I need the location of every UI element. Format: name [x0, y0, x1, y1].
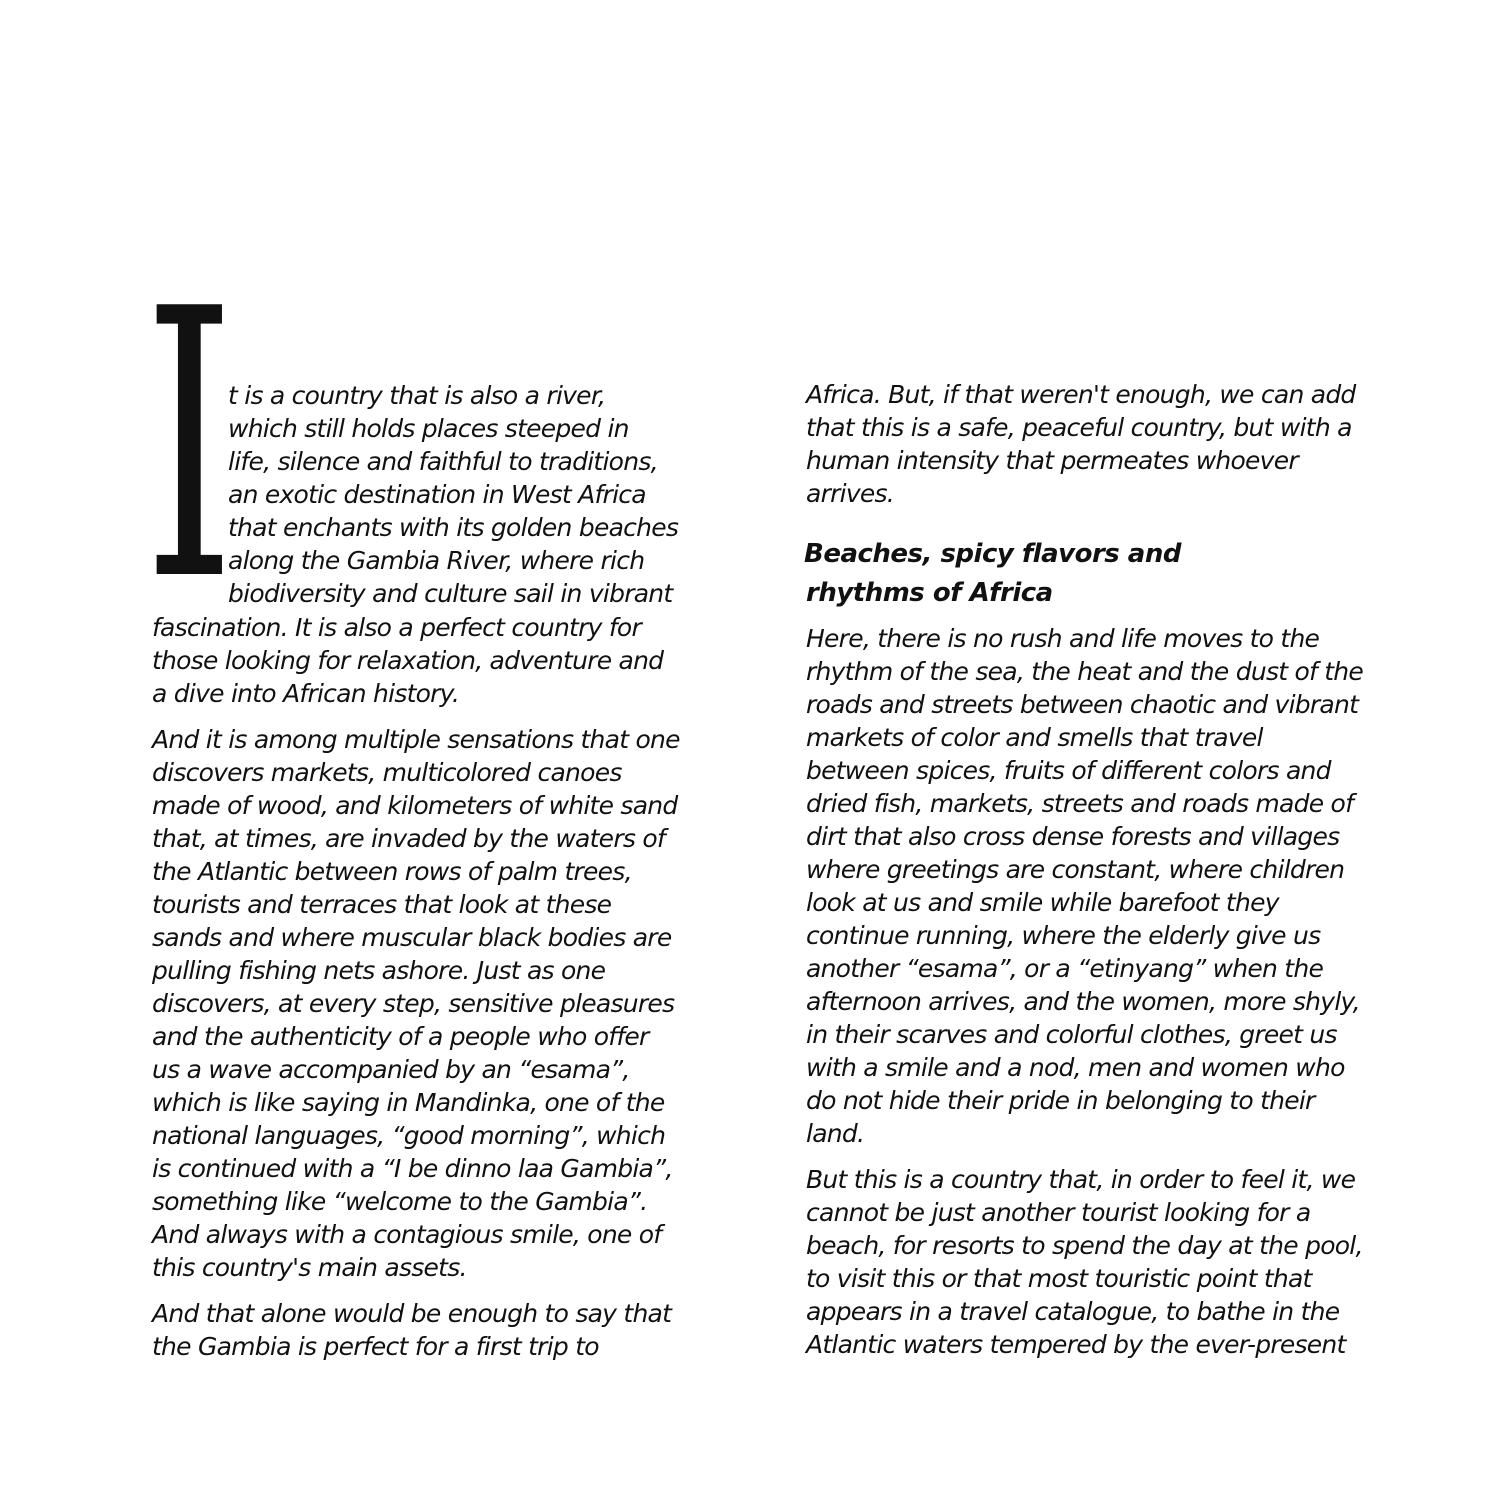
text-line: look at us and smile while barefoot they — [806, 888, 1279, 917]
text-line: discovers, at every step, sensitive pleasures — [152, 989, 675, 1018]
text-line: land. — [806, 1119, 865, 1148]
text-line: made of wood, and kilometers of white sand — [152, 791, 678, 820]
text-line: continue running, where the elderly give us — [806, 921, 1321, 950]
text-line: And it is among multiple sensations that one — [152, 725, 680, 754]
text-line: is continued with a “I be dinno laa Gambia”, — [152, 1154, 673, 1183]
text-line: to visit this or that most touristic point that — [806, 1264, 1312, 1293]
text-line: and the authenticity of a people who offer — [152, 1022, 649, 1051]
text-line: between spices, fruits of different colors and — [806, 756, 1331, 785]
text-line: those looking for relaxation, adventure and — [152, 646, 664, 675]
text-line: beach, for resorts to spend the day at the pool, — [806, 1231, 1363, 1260]
text-line: appears in a travel catalogue, to bathe in the — [806, 1297, 1340, 1326]
text-line: which is like saying in Mandinka, one of the — [152, 1088, 665, 1117]
text-line: Atlantic waters tempered by the ever-present — [806, 1330, 1346, 1359]
text-line: which still holds places steeped in — [228, 414, 629, 443]
drop-cap: I — [144, 232, 235, 662]
text-line: markets of color and smells that travel — [806, 723, 1263, 752]
text-line: roads and streets between chaotic and vibrant — [806, 690, 1359, 719]
text-line: afternoon arrives, and the women, more shyly, — [806, 987, 1360, 1016]
text-line: Africa. But, if that weren't enough, we can add — [806, 380, 1356, 409]
section-heading: Beaches, spicy flavors and — [804, 539, 1181, 569]
text-line: national languages, “good morning”, which — [152, 1121, 666, 1150]
text-line: biodiversity and culture sail in vibrant — [228, 579, 673, 608]
text-line: rhythm of the sea, the heat and the dust of the — [806, 657, 1364, 686]
text-line: do not hide their pride in belonging to their — [806, 1086, 1315, 1115]
text-line: And that alone would be enough to say that — [152, 1299, 672, 1328]
section-heading: rhythms of Africa — [806, 578, 1053, 608]
text-line: sands and where muscular black bodies are — [152, 923, 672, 952]
text-line: something like “welcome to the Gambia”. — [152, 1187, 648, 1216]
text-line: along the Gambia River, where rich — [228, 546, 645, 575]
text-line: that this is a safe, peaceful country, but with a — [806, 413, 1352, 442]
text-line: pulling fishing nets ashore. Just as one — [152, 956, 606, 985]
text-line: But this is a country that, in order to feel it, we — [806, 1165, 1356, 1194]
text-line: life, silence and faithful to traditions, — [228, 447, 658, 476]
text-line: an exotic destination in West Africa — [228, 480, 646, 509]
text-line: cannot be just another tourist looking for a — [806, 1198, 1311, 1227]
text-line: this country's main assets. — [152, 1253, 467, 1282]
text-line: us a wave accompanied by an “esama”, — [152, 1055, 630, 1084]
text-line: with a smile and a nod, men and women who — [806, 1053, 1345, 1082]
text-line: the Gambia is perfect for a first trip to — [152, 1332, 599, 1361]
text-line: dirt that also cross dense forests and villages — [806, 822, 1340, 851]
text-line: tourists and terraces that look at these — [152, 890, 612, 919]
text-line: where greetings are constant, where children — [806, 855, 1345, 884]
text-line: discovers markets, multicolored canoes — [152, 758, 622, 787]
text-line: that, at times, are invaded by the waters of — [152, 824, 665, 853]
text-line: arrives. — [806, 479, 894, 508]
text-line: a dive into African history. — [152, 679, 460, 708]
text-line: Here, there is no rush and life moves to the — [806, 624, 1320, 653]
text-line: dried fish, markets, streets and roads made of — [806, 789, 1354, 818]
text-line: human intensity that permeates whoever — [806, 446, 1298, 475]
text-line: in their scarves and colorful clothes, greet us — [806, 1020, 1337, 1049]
text-line: t is a country that is also a river, — [228, 381, 606, 410]
text-line: fascination. It is also a perfect country for — [152, 613, 642, 642]
text-line: And always with a contagious smile, one of — [152, 1220, 662, 1249]
text-line: the Atlantic between rows of palm trees, — [152, 857, 632, 886]
text-line: another “esama”, or a “etinyang” when the — [806, 954, 1324, 983]
text-line: that enchants with its golden beaches — [228, 513, 679, 542]
